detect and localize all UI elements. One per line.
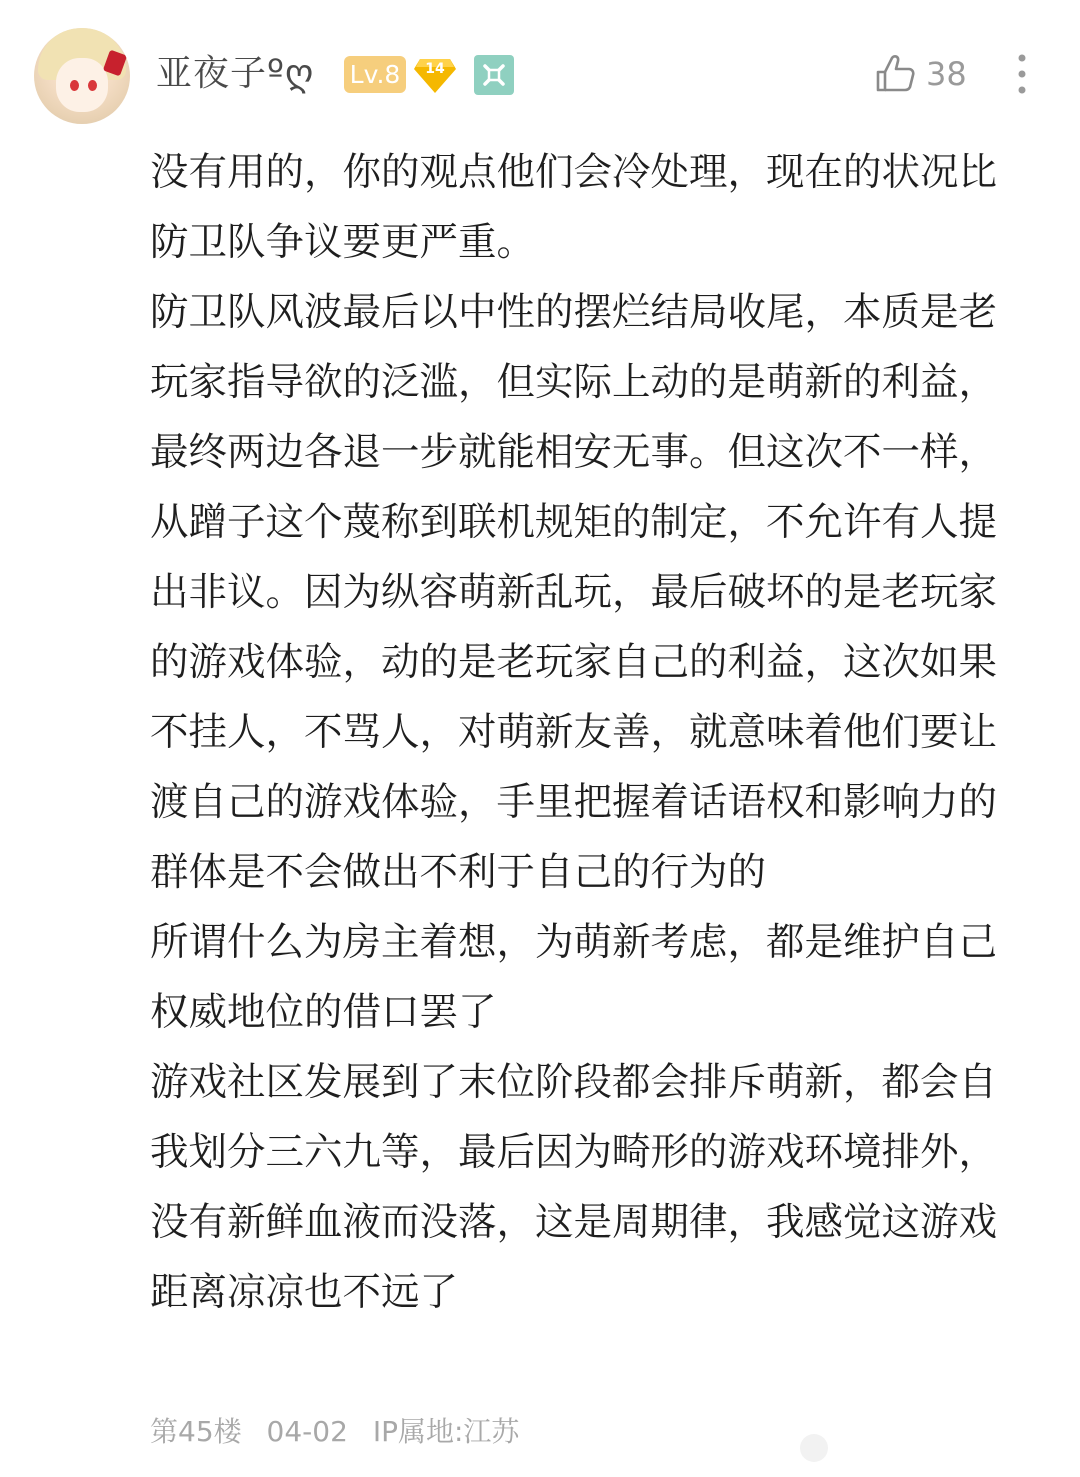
- more-options-icon[interactable]: [1004, 52, 1040, 96]
- comment-paragraph: 防卫队风波最后以中性的摆烂结局收尾，本质是老玩家指导欲的泛滥，但实际上动的是萌新的利益，最终两边各退一步就能相安无事。但这次不一样，从蹭子这个蔑称到联机规矩的制定，不允许有人提出非议。因为纵容萌新乱玩，最后破坏的是老玩家的游戏体验，动的是老玩家自己的利益，这次如果不挂人，不骂人，对萌新友善，就意味着他们要让渡自己的游戏体验，手里把握着话语权和影响力的群体是不会做出不利于自己的行为的: [150, 290, 998, 895]
- comment-body: [150, 138, 1032, 1328]
- comment-paragraph: 没有用的，你的观点他们会冷处理，现在的状况比防卫队争议要更严重。: [150, 150, 998, 265]
- reply-icon[interactable]: [800, 1434, 828, 1462]
- avatar-eye: [88, 80, 97, 91]
- diamond-badge-icon: [414, 55, 456, 95]
- username[interactable]: 亚夜子ºღ: [156, 53, 315, 94]
- comment-paragraph: 所谓什么为房主着想，为萌新考虑，都是维护自己权威地位的借口罢了: [150, 920, 998, 1035]
- thumbs-up-icon: [874, 52, 918, 96]
- like-count: 38: [926, 55, 967, 93]
- avatar-eye: [70, 80, 79, 91]
- post-date: 04-02: [266, 1415, 348, 1448]
- ip-location: IP属地:江苏: [372, 1415, 520, 1448]
- user-avatar[interactable]: [34, 28, 130, 124]
- medal-glyph: [474, 55, 514, 95]
- comment-meta: [150, 1410, 535, 1454]
- floor-number: 第45楼: [150, 1415, 242, 1448]
- level-badge: Lv.8: [344, 56, 406, 93]
- avatar-face: [56, 58, 108, 112]
- diamond-badge-number: 14: [425, 61, 445, 77]
- like-button[interactable]: [874, 50, 967, 98]
- medal-badge-icon: [474, 55, 514, 95]
- vertical-dots: [1004, 52, 1040, 96]
- comment-paragraph: 游戏社区发展到了末位阶段都会排斥萌新，都会自我划分三六九等，最后因为畸形的游戏环境排外，没有新鲜血液而没落，这是周期律，我感觉这游戏距离凉凉也不远了: [150, 1060, 998, 1315]
